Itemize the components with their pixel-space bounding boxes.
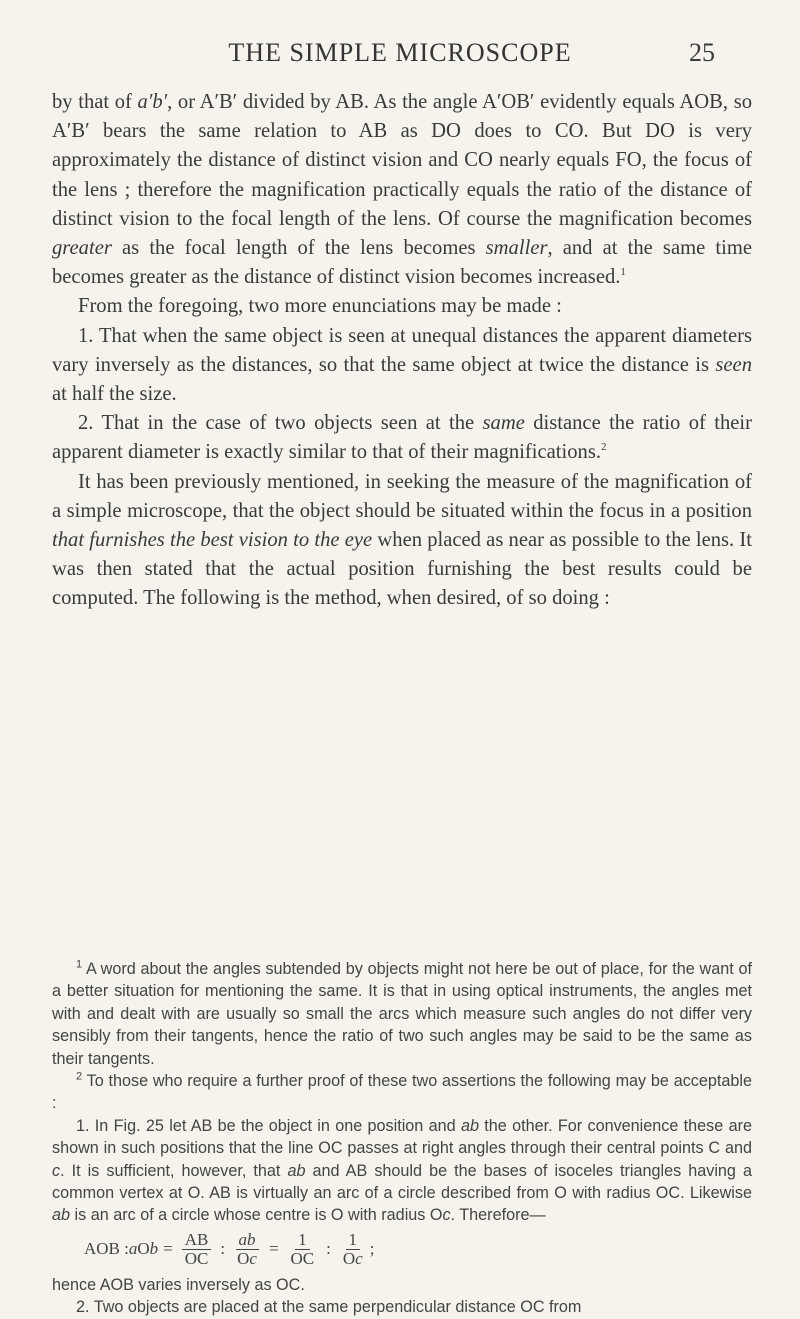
footnote-2-item-2: 2. Two objects are placed at the same perpendicular distance OC from	[76, 1298, 582, 1317]
paragraph-2: From the foregoing, two more enunciations may be made :	[78, 295, 562, 318]
footnote-1: $^1$ A word about the angles subtended by objects might not here be out of place, for the want of a better situation for mentioning the same. It is that in using optical instruments, the angles met with and dealt with are usually so small the arcs which measure such angles do not differ very sensibly from their tangents, hence the ratio of two such angles may be said to be the same as their tangents.	[52, 958, 752, 1068]
page-number: 25	[689, 38, 715, 67]
paragraph-3: It has been previously mentioned, in seeking the measure of the magnification of a simple microscope, that the object should be situated within the focus in a position that furnishes the best vision to the eye when placed as near as possible to the lens. It was then stated that the actual position furnishing the best results could be computed. The following is the method, when desired, of so doing :	[52, 470, 753, 610]
footnote-ref-2: 2	[600, 441, 607, 454]
footnote-2-item-1: 1. In Fig. 25 let AB be the object in one position and ab the other. For convenience these are shown in such positions that the line OC passes at right angles through their central points C and c. It is sufficient, however, that ab and AB should be the bases of isoceles triangles having a common vertex at O. AB is virtually an arc of a circle described from O with radius OC. Likewise ab is an arc of a circle whose centre is O with radius Oc. Therefore—	[52, 1116, 752, 1225]
running-title: THE SIMPLE MICROSCOPE	[228, 38, 572, 67]
footnote-2: $^2$ To those who require a further proof of these two assertions the following may be acceptable :	[52, 1070, 752, 1113]
footnote-2-conclusion: hence AOB varies inversely as OC.	[52, 1275, 305, 1294]
fraction-1-oc-small: $\frac{1}{Oc}$	[342, 1229, 363, 1268]
paragraph-1: by that of a′b′, or A′B′ divided by AB. As the angle A′OB′ evidently equals AOB, so A′B′ bears the same relation to AB as DO does to CO. But DO is very approximately the distance of distinct vision and CO nearly equals FO, the focus of the lens ; therefore the magnification practically equals the ratio of the distance of distinct vision to the focal length of the lens. Of course the magnification becomes greater as the focal length of the lens becomes smaller, and at the same time becomes greater as the distance of distinct vision becomes increased.$^1$	[52, 91, 753, 289]
fraction-ab-oc: $\frac{AB}{OC}$	[182, 1231, 212, 1268]
footnote-ref-1: 1	[620, 266, 626, 279]
enunciation-2: 2. That in the case of two objects seen at the same distance the ratio of their apparent diameter is exactly similar to that of their magnifications.$^2$	[52, 412, 752, 464]
ratio-formula: AOB : a O b = $\frac{AB}{OC}$ : $\frac{ab}{Oc}$ = $\frac{1}{OC}$ : $\frac{1}{Oc}$ ;	[84, 1229, 375, 1268]
fraction-ab-oc-small: $\frac{ab}{Oc}$	[237, 1229, 257, 1268]
fraction-1-oc: $\frac{1}{OC}$	[290, 1229, 315, 1268]
main-text	[52, 88, 752, 614]
footnotes	[52, 958, 752, 1319]
enunciation-1: 1. That when the same object is seen at unequal distances the apparent diameters vary inversely as the distances, so that the same object at twice the distance is seen at half the size.	[52, 324, 752, 406]
